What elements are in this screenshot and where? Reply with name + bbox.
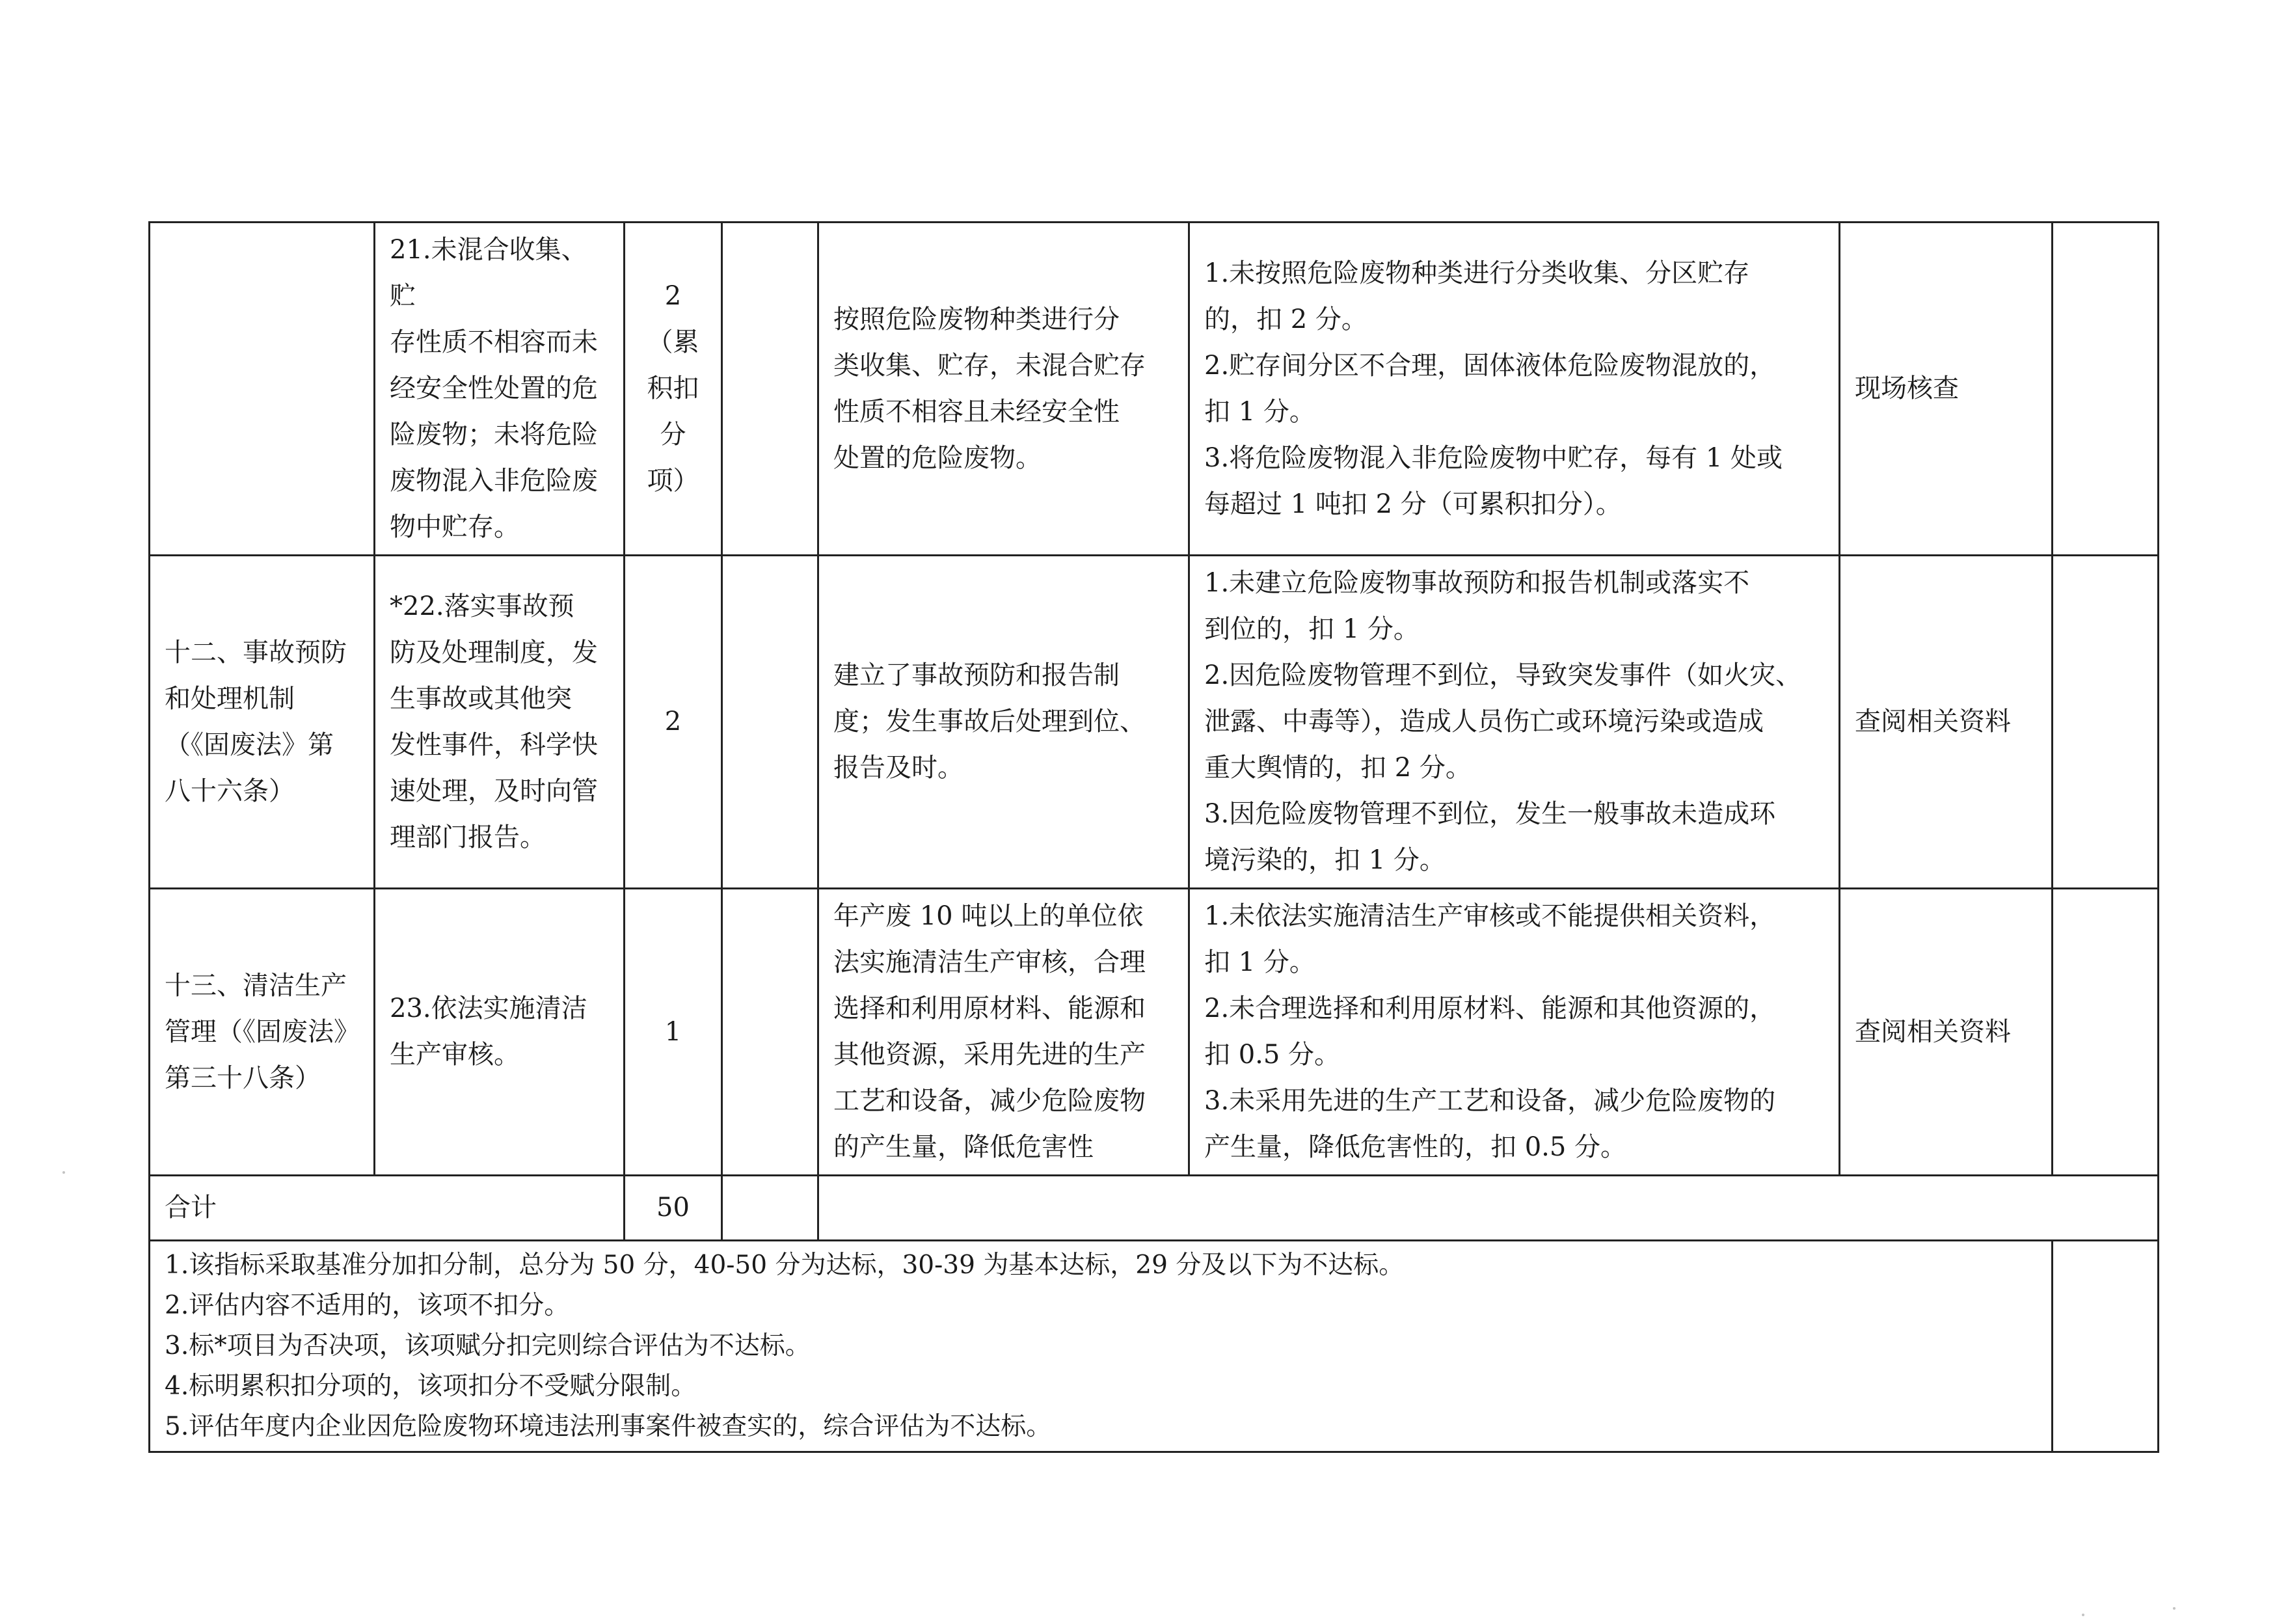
cell-line: 防及处理制度，发 [390, 637, 598, 668]
cell-line: 报告及时。 [833, 753, 963, 783]
cell-line: 2（累 [647, 281, 699, 357]
total-label: 合计 [150, 1176, 625, 1241]
score-cell [625, 223, 722, 556]
assessment-table [148, 221, 2159, 1453]
cell-line: 泄露、中毒等），造成人员伤亡或环境污染或造成 [1204, 707, 1764, 737]
item-cell [375, 223, 625, 556]
cell-line: 扣 1 分。 [1204, 396, 1315, 427]
cell-line: 1.未按照危险废物种类进行分类收集、分区贮存 [1204, 258, 1750, 288]
cell-line: 重大舆情的，扣 2 分。 [1204, 753, 1472, 783]
actual-score-cell [722, 223, 818, 556]
cell-line: 每超过 1 吨扣 2 分（可累积扣分）。 [1204, 489, 1622, 519]
cell-line: 生事故或其他突 [390, 683, 572, 714]
note-line: 5.评估年度内企业因危险废物环境违法刑事案件被查实的，综合评估为不达标。 [165, 1412, 1052, 1441]
category-cell [150, 556, 375, 889]
cell-line: 工艺和设备，减少危险废物 [833, 1086, 1146, 1116]
method-cell: 查阅相关资料 [1840, 889, 2053, 1176]
cell-line: 3.因危险废物管理不到位，发生一般事故未造成环 [1204, 799, 1776, 829]
item-cell [375, 889, 625, 1176]
total-score: 50 [625, 1176, 722, 1241]
note-line: 2.评估内容不适用的，该项不扣分。 [165, 1291, 570, 1320]
cell-line: 险废物；未将危险 [390, 420, 598, 450]
cell-line: 物中贮存。 [390, 512, 520, 542]
remark-cell [2053, 223, 2159, 556]
standard-cell [818, 556, 1189, 889]
method-cell: 现场核查 [1840, 223, 2053, 556]
category-cell [150, 223, 375, 556]
notes-row [150, 1241, 2159, 1452]
cell-line: 年产废 10 吨以上的单位依 [833, 901, 1144, 931]
standard-cell [818, 223, 1189, 556]
cell-line: 处置的危险废物。 [833, 442, 1042, 473]
standard-cell [818, 889, 1189, 1176]
cell-line: 的，扣 2 分。 [1204, 304, 1367, 334]
table-row [150, 556, 2159, 889]
cell-line: 3.将危险废物混入非危险废物中贮存，每有 1 处或 [1204, 442, 1783, 473]
cell-line: 21.未混合收集、贮 [390, 235, 587, 311]
cell-line: 和处理机制 [165, 683, 295, 714]
cell-line: 3.未采用先进的生产工艺和设备，减少危险废物的 [1204, 1086, 1776, 1116]
cell-line: 分 [660, 420, 686, 450]
actual-score-cell [722, 556, 818, 889]
cell-line: 八十六条） [165, 776, 295, 806]
notes-cell [150, 1241, 2053, 1452]
cell-line: 第三十八条） [165, 1062, 321, 1093]
deduction-cell [1189, 223, 1840, 556]
cell-line: 其他资源，采用先进的生产 [833, 1040, 1146, 1070]
total-blank [818, 1176, 2159, 1241]
cell-line: 十三、清洁生产 [165, 970, 347, 1001]
cell-line: 经安全性处置的危 [390, 373, 598, 403]
cell-line: 1.未依法实施清洁生产审核或不能提供相关资料， [1204, 901, 1776, 931]
remark-cell [2053, 556, 2159, 889]
total-row [150, 1176, 2159, 1241]
cell-line: 1.未建立危险废物事故预防和报告机制或落实不 [1204, 568, 1750, 598]
cell-line: 扣 1 分。 [1204, 947, 1315, 977]
table-row [150, 889, 2159, 1176]
cell-line: 扣 0.5 分。 [1204, 1040, 1341, 1070]
cell-line: 产生量，降低危害性的，扣 0.5 分。 [1204, 1132, 1627, 1162]
cell-line: 建立了事故预防和报告制 [833, 660, 1120, 690]
cell-line: 十二、事故预防 [165, 637, 347, 668]
cell-line: 1 [664, 1016, 682, 1047]
scan-speck [2082, 1614, 2084, 1616]
cell-line: 境污染的，扣 1 分。 [1204, 845, 1446, 875]
cell-line: 的产生量，降低危害性 [833, 1132, 1094, 1162]
cell-line: 废物混入非危险废 [390, 466, 598, 496]
item-cell [375, 556, 625, 889]
cell-line: 理部门报告。 [390, 822, 546, 852]
cell-line: 积扣 [647, 373, 699, 403]
actual-score-cell [722, 889, 818, 1176]
note-line: 1.该指标采取基准分加扣分制，总分为 50 分，40-50 分为达标，30-39 为基本达标，29 分及以下为不达标。 [165, 1251, 1405, 1280]
cell-line: 法实施清洁生产审核，合理 [833, 947, 1146, 977]
cell-line: 2 [664, 707, 682, 737]
cell-line: 按照危险废物种类进行分 [833, 304, 1120, 334]
cell-line: *22.落实事故预 [390, 591, 574, 621]
cell-line: 项） [647, 466, 699, 496]
deduction-cell [1189, 556, 1840, 889]
cell-line: 23.依法实施清洁 [390, 994, 587, 1023]
remark-cell [2053, 889, 2159, 1176]
category-cell [150, 889, 375, 1176]
cell-line: 2.未合理选择和利用原材料、能源和其他资源的， [1204, 994, 1776, 1023]
cell-line: 存性质不相容而未 [390, 327, 598, 357]
cell-line: 度；发生事故后处理到位、 [833, 707, 1146, 737]
score-cell [625, 556, 722, 889]
cell-line: 管理（《固废法》 [165, 1016, 360, 1047]
cell-line: 2.贮存间分区不合理，固体液体危险废物混放的， [1204, 350, 1776, 381]
score-cell [625, 889, 722, 1176]
cell-line: 选择和利用原材料、能源和 [833, 994, 1146, 1023]
note-line: 3.标*项目为否决项，该项赋分扣完则综合评估为不达标。 [165, 1331, 811, 1360]
method-cell: 查阅相关资料 [1840, 556, 2053, 889]
table-row [150, 223, 2159, 556]
scan-speck [62, 1171, 65, 1174]
cell-line: 速处理，及时向管 [390, 776, 598, 806]
cell-line: 性质不相容且未经安全性 [833, 396, 1120, 427]
cell-line: 发性事件，科学快 [390, 729, 598, 760]
cell-line: 生产审核。 [390, 1040, 520, 1070]
total-actual-score [722, 1176, 818, 1241]
notes-remark-cell [2053, 1241, 2159, 1452]
scan-speck [2173, 1607, 2176, 1610]
cell-line: 到位的，扣 1 分。 [1204, 614, 1420, 644]
cell-line: （《固废法》第 [165, 729, 334, 760]
note-line: 4.标明累积扣分项的，该项扣分不受赋分限制。 [165, 1372, 697, 1401]
cell-line: 类收集、贮存，未混合贮存 [833, 350, 1146, 381]
deduction-cell [1189, 889, 1840, 1176]
cell-line: 2.因危险废物管理不到位，导致突发事件（如火灾、 [1204, 660, 1802, 690]
